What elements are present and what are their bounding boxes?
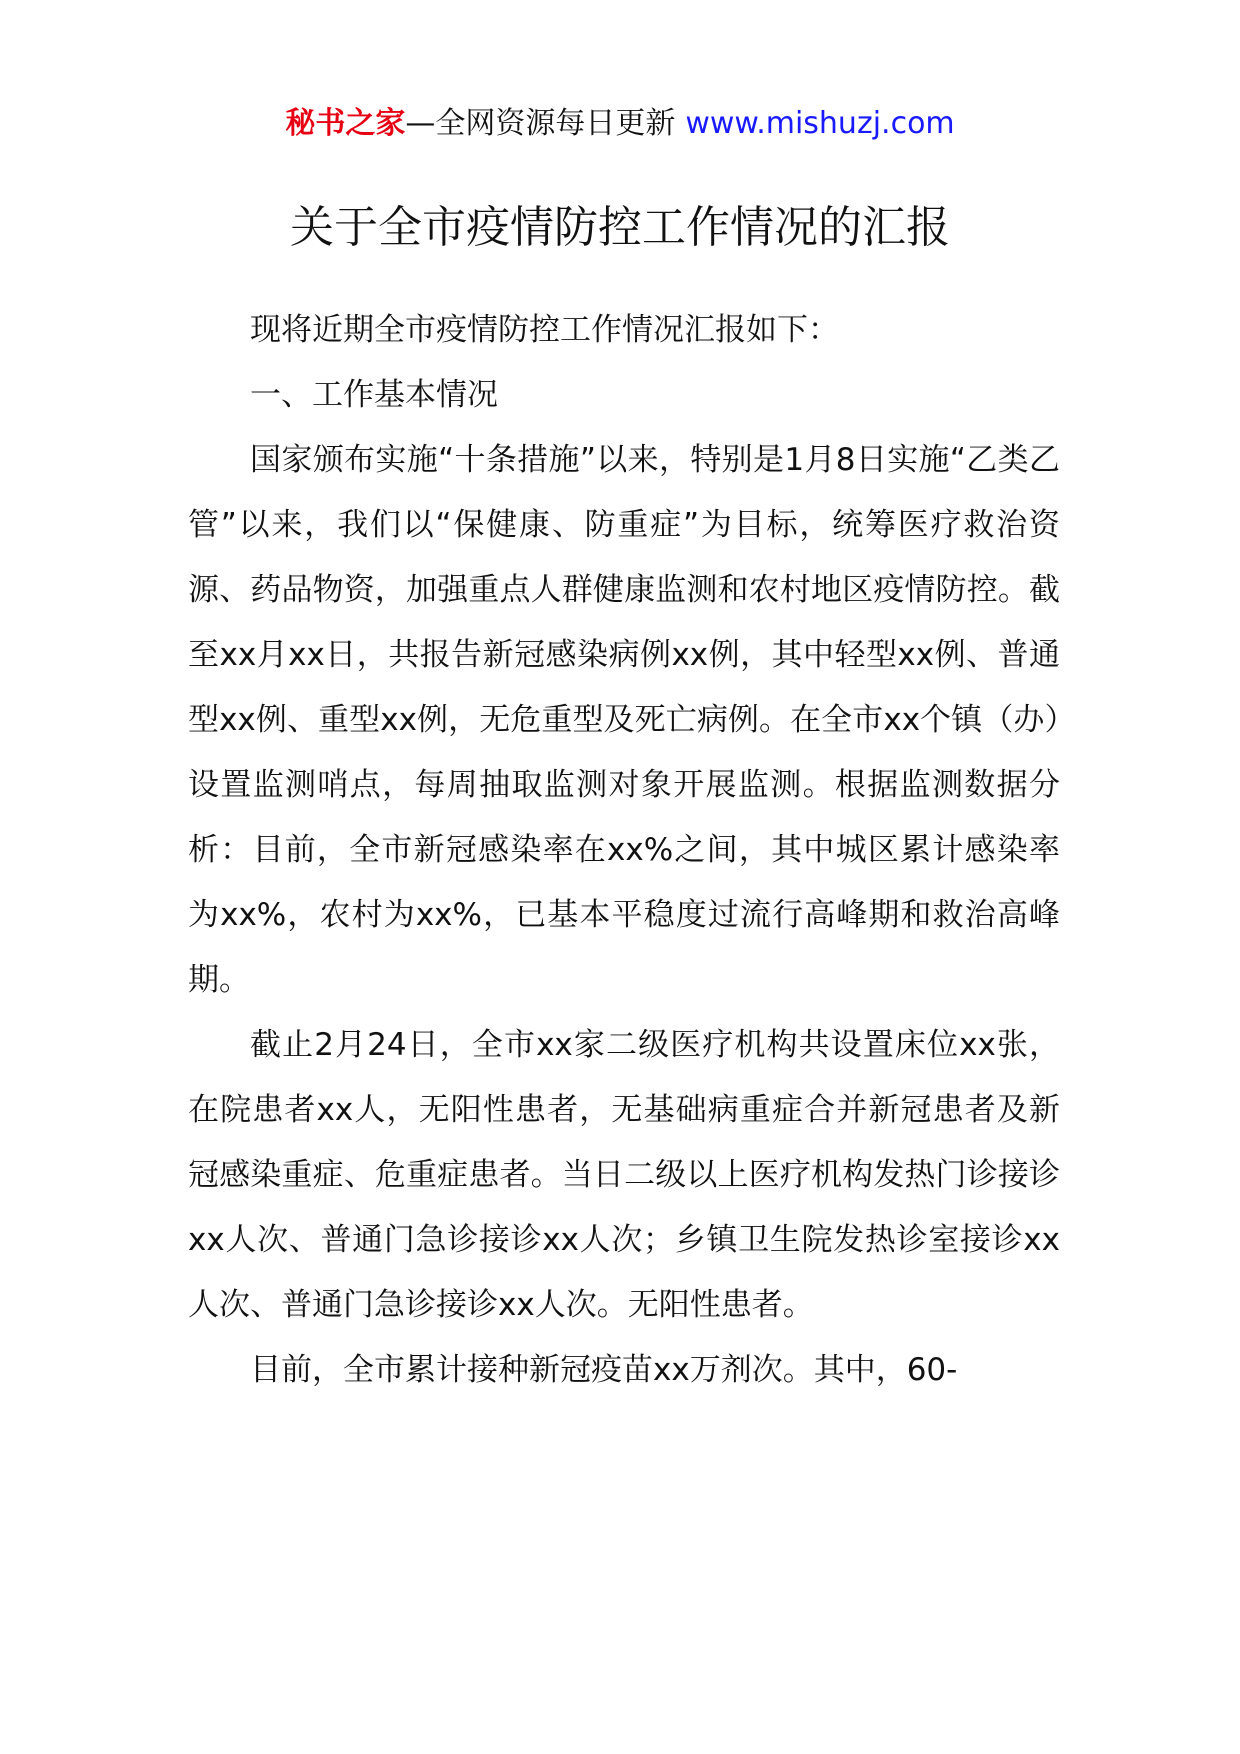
body-paragraph: 国家颁布实施“十条措施”以来，特别是1月8日实施“乙类乙管”以来，我们以“保健康、防重症”为目标，统筹医疗救治资源、药品物资，加强重点人群健康监测和农村地区疫情防控。截至xx月xx日，共报告新冠感染病例xx例，其中轻型xx例、普通型xx例、重型xx例，无危重型及死亡病例。在全市xx个镇（办）设置监测哨点，每周抽取监测对象开展监测。根据监测数据分析：目前，全市新冠感染率在xx%之间，其中城区累计感染率为xx%，农村为xx%，已基本平稳度过流行高峰期和救治高峰期。 <box>188 442 1060 998</box>
section-heading: 一、工作基本情况 <box>250 377 498 413</box>
document-title: 关于全市疫情防控工作情况的汇报 <box>290 202 950 253</box>
body-paragraph: 截止2月24日，全市xx家二级医疗机构共设置床位xx张，在院患者xx人，无阳性患者，无基础病重症合并新冠患者及新冠感染重症、危重症患者。当日二级以上医疗机构发热门诊接诊xx人次、普通门急诊接诊xx人次；乡镇卫生院发热诊室接诊xx人次、普通门急诊接诊xx人次。无阳性患者。 <box>188 1027 1060 1323</box>
document-body <box>188 298 1060 1403</box>
site-url-link[interactable]: www.mishuzj.com <box>685 106 955 141</box>
site-brand: 秘书之家 <box>285 106 406 141</box>
site-slogan: —全网资源每日更新 <box>405 106 676 141</box>
body-paragraph: 目前，全市累计接种新冠疫苗xx万剂次。其中，60- <box>250 1352 958 1388</box>
intro-paragraph: 现将近期全市疫情防控工作情况汇报如下： <box>250 312 839 348</box>
site-header <box>0 104 1240 144</box>
